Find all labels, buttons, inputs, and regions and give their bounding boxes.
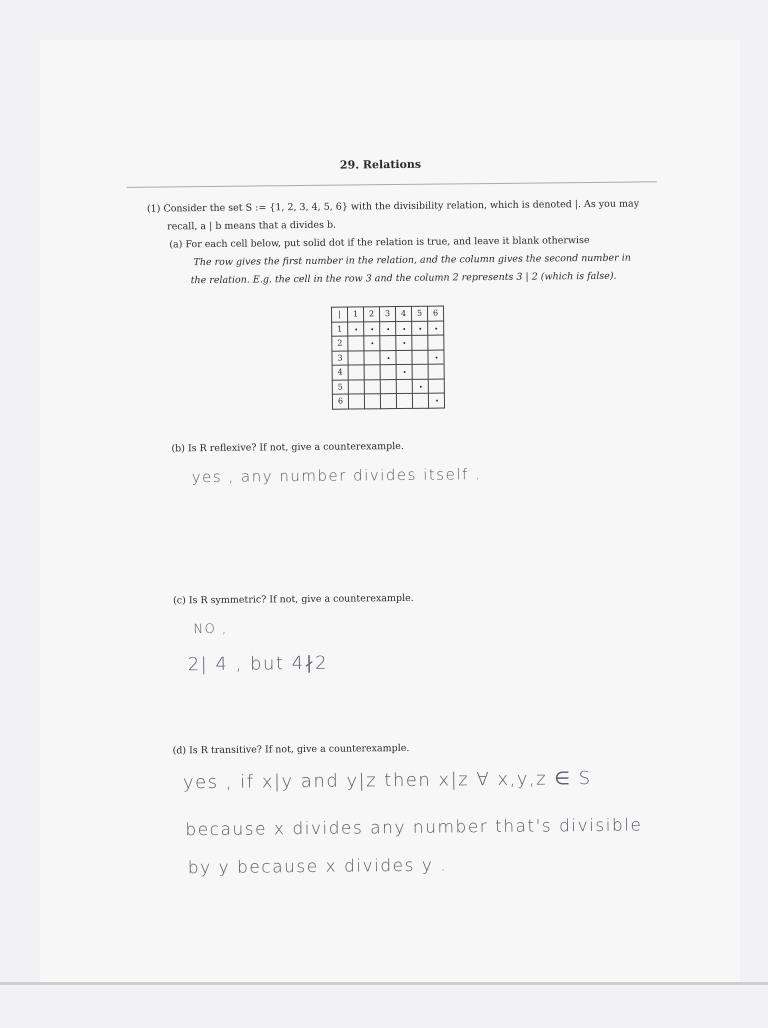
answer-b: yes , any number divides itself .	[191, 465, 482, 487]
part-a-line1: (a) For each cell below, put solid dot if the relation is true, and leave it blank otherwise	[169, 235, 590, 251]
relation-table	[331, 306, 445, 410]
row-header: 3	[332, 351, 348, 366]
relation-cell	[380, 394, 396, 409]
relation-cell	[412, 350, 428, 365]
relation-cell	[348, 394, 364, 409]
relation-cell	[412, 393, 428, 408]
relation-cell	[380, 350, 396, 365]
relation-cell	[412, 364, 428, 379]
relation-cell	[348, 350, 364, 365]
table-corner: |	[331, 307, 347, 322]
relation-cell	[364, 336, 380, 351]
table-row	[332, 393, 444, 409]
relation-cell	[428, 350, 444, 365]
relation-cell	[364, 321, 380, 336]
relation-cell	[428, 364, 444, 379]
relation-cell	[380, 321, 396, 336]
relation-cell	[380, 336, 396, 351]
column-header: 6	[427, 306, 443, 321]
part-b-question: (b) Is R reflexive? If not, give a counterexample.	[171, 440, 404, 455]
relation-cell	[364, 365, 380, 380]
solid-dot-icon	[403, 371, 405, 373]
part-d-question: (d) Is R transitive? If not, give a counterexample.	[172, 742, 410, 757]
relation-cell	[348, 336, 364, 351]
table-row	[332, 379, 444, 395]
column-header: 4	[395, 306, 411, 321]
solid-dot-icon	[403, 328, 405, 330]
relation-cell	[428, 379, 444, 394]
solid-dot-icon	[435, 356, 437, 358]
solid-dot-icon	[387, 328, 389, 330]
relation-cell	[348, 365, 364, 380]
answer-d-line3: by y because x divides y .	[187, 855, 448, 879]
relation-cell	[364, 350, 380, 365]
solid-dot-icon	[435, 400, 437, 402]
part-a-line3: the relation. E.g. the cell in the row 3 and the column 2 represents 3 | 2 (which is false).	[190, 270, 617, 287]
relation-cell	[396, 335, 412, 350]
row-header: 6	[332, 394, 348, 409]
relation-cell	[396, 364, 412, 379]
relation-cell	[412, 321, 428, 336]
solid-dot-icon	[355, 328, 357, 330]
answer-d-line2: because x divides any number that's divisible	[185, 815, 643, 841]
solid-dot-icon	[387, 357, 389, 359]
table-row	[332, 321, 444, 337]
relation-cell	[412, 335, 428, 350]
row-header: 2	[332, 336, 348, 351]
row-header: 5	[332, 380, 348, 395]
solid-dot-icon	[371, 343, 373, 345]
relation-cell	[348, 379, 364, 394]
relation-cell	[428, 335, 444, 350]
solid-dot-icon	[371, 328, 373, 330]
column-header: 1	[347, 307, 363, 322]
problem-intro-line1: (1) Consider the set S := {1, 2, 3, 4, 5, 6} with the divisibility relation, which is denoted |. As you may	[146, 198, 640, 215]
page-title: 29. Relations	[339, 157, 422, 172]
answer-d-line1: yes , if x|y and y|z then x|z ∀ x,y,z ∈ S	[182, 768, 592, 794]
relation-cell	[428, 393, 444, 408]
relation-cell	[364, 394, 380, 409]
solid-dot-icon	[419, 386, 421, 388]
relation-cell	[348, 321, 364, 336]
column-header: 2	[363, 307, 379, 322]
part-a-line2: The row gives the first number in the relation, and the column gives the second number in	[193, 252, 631, 269]
table-row	[332, 350, 444, 366]
row-header: 1	[332, 322, 348, 337]
table-row	[332, 335, 444, 351]
answer-c-line2: 2| 4 , but 4∤2	[187, 652, 329, 676]
relation-cell	[396, 379, 412, 394]
relation-cell	[396, 393, 412, 408]
relation-cell	[412, 379, 428, 394]
column-header: 5	[411, 306, 427, 321]
solid-dot-icon	[403, 342, 405, 344]
solid-dot-icon	[435, 327, 437, 329]
relation-cell	[380, 379, 396, 394]
table-row	[332, 364, 444, 380]
relation-cell	[380, 365, 396, 380]
part-c-question: (c) Is R symmetric? If not, give a counterexample.	[172, 592, 414, 607]
row-header: 4	[332, 365, 348, 380]
problem-intro-line2: recall, a | b means that a divides b.	[167, 219, 337, 233]
relation-cell	[364, 379, 380, 394]
answer-c-line1: NO ,	[193, 621, 228, 638]
solid-dot-icon	[419, 328, 421, 330]
relation-cell	[396, 350, 412, 365]
relation-cell	[396, 321, 412, 336]
header-rule	[127, 181, 657, 188]
column-header: 3	[379, 307, 395, 322]
relation-cell	[428, 321, 444, 336]
table-header-row	[331, 306, 443, 322]
